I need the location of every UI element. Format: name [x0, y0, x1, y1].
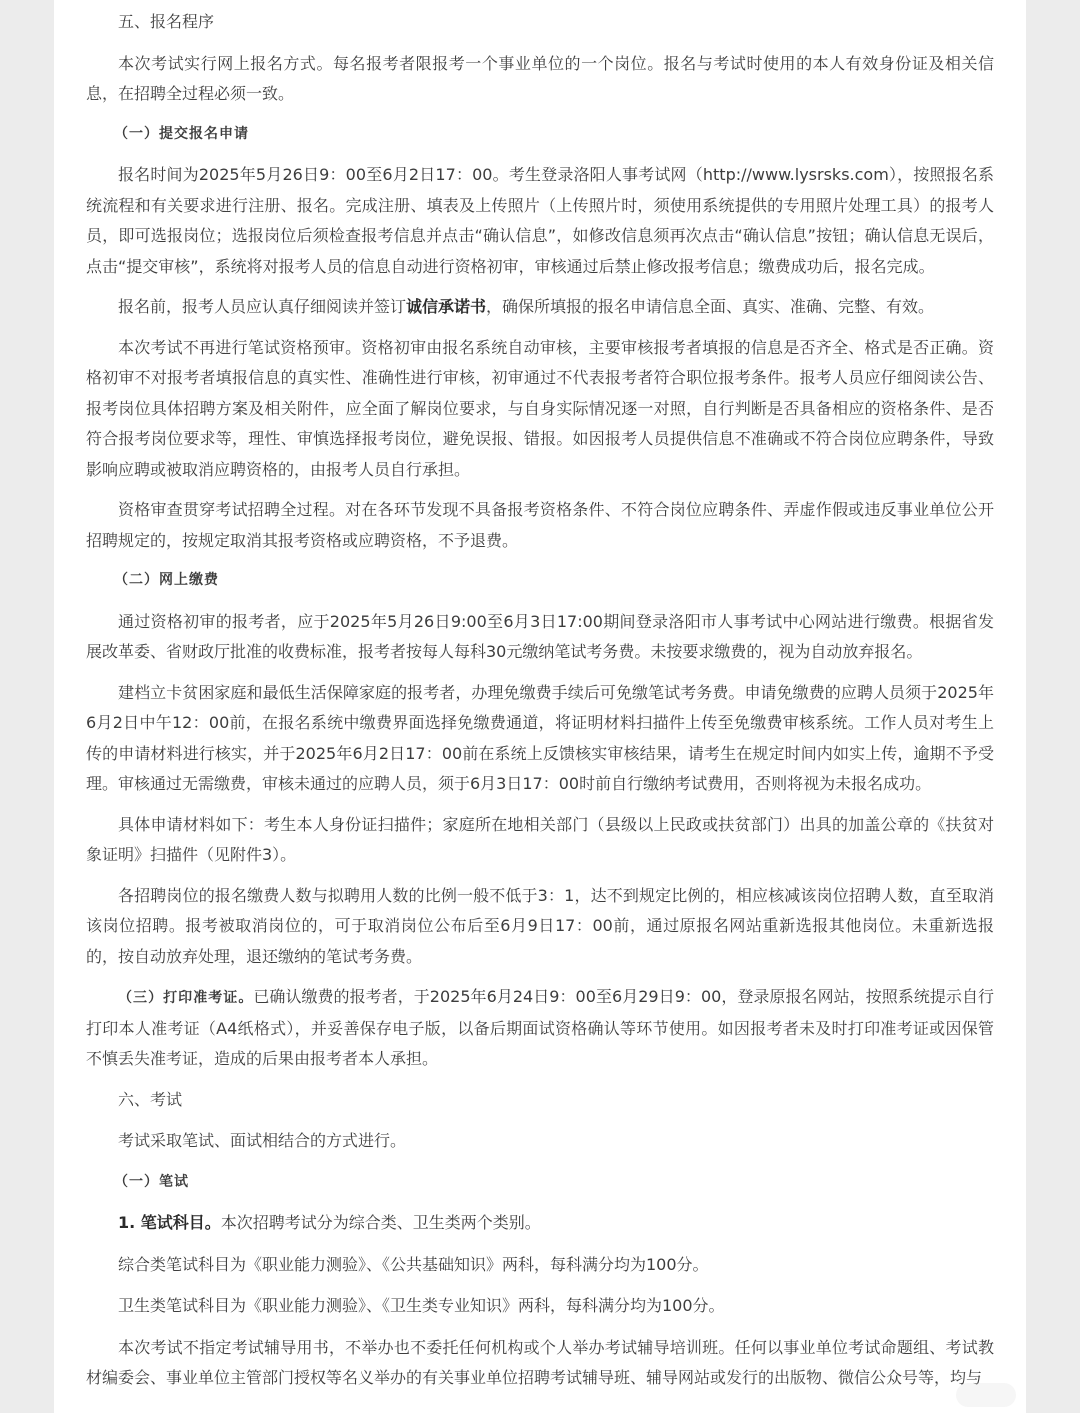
integrity-text-after: ，确保所填报的报名申请信息全面、真实、准确、完整、有效。: [486, 297, 935, 316]
exam-subjects-label: 1. 笔试科目。: [118, 1213, 221, 1232]
integrity-text-before: 报名前，报考人员应认真仔细阅读并签订: [118, 297, 407, 316]
fee-exemption-paragraph: 建档立卡贫困家庭和最低生活保障家庭的报考者，办理免缴费手续后可免缴笔试考务费。申请免缴费的应聘人员须于2025年6月2日中午12：00前，在报名系统中缴费界面选择免缴费通道，将证明材料扫描件上传至免缴费审核系统。工作人员对考生上传的申请材料进行核实，并于2025年6月2日17：00前在系统上反馈核实审核结果，请考生在规定时间内如实上传，逾期不予受理。审核通过无需缴费，审核未通过的应聘人员，须于6月3日17：00时前自行缴纳考试费用，否则将视为未报名成功。: [86, 682, 994, 793]
subsection-submit-application-heading: （一）提交报名申请: [114, 125, 249, 142]
admission-ticket-paragraph: [86, 982, 994, 1075]
integrity-commitment-paragraph: [86, 292, 994, 323]
watermark-badge: [956, 1383, 1016, 1407]
admission-ticket-text: 已确认缴费的报考者，于2025年6月24日9：00至6月29日9：00，登录原报名网站，按照系统提示自行打印本人准考证（A4纸格式），并妥善保存电子版，以备后期面试资格确认等环节使用。如因报考者未及时打印准考证或因保管不慎丢失准考证，造成的后果由报考者本人承担。: [86, 987, 994, 1068]
exam-subjects-paragraph: [86, 1208, 994, 1239]
comprehensive-subjects-paragraph: 综合类笔试科目为《职业能力测验》、《公共基础知识》两科，每科满分均为100分。: [118, 1254, 709, 1274]
section-6-intro: 考试采取笔试、面试相结合的方式进行。: [118, 1131, 407, 1150]
registration-time-paragraph: 报名时间为2025年5月26日9：00至6月2日17：00。考生登录洛阳人事考试网（http://www.lysrsks.com），按照报名系统流程和有关要求进行注册、报名。完成注册、填表及上传照片（上传照片时，须使用系统提供的专用照片处理工具）的报考人员，即可选报岗位；选报岗位后须检查报考信息并点击“确认信息”，如修改信息须再次点击“确认信息”按钮；确认信息无误后，点击“提交审核”，系统将对报考人员的信息自动进行资格初审，审核通过后禁止修改报考信息；缴费成功后，报名完成。: [86, 165, 994, 276]
subsection-print-ticket-heading: （三）打印准考证。: [118, 990, 254, 1006]
subsection-written-exam-heading: （一）笔试: [114, 1173, 189, 1190]
section-5-heading: 五、报名程序: [118, 12, 215, 31]
qualification-review-paragraph: 本次考试不再进行笔试资格预审。资格初审由报名系统自动审核，主要审核报考者填报的信息是否齐全、格式是否正确。资格初审不对报考者填报信息的真实性、准确性进行审核，初审通过不代表报考者符合职位报考条件。报考人员应仔细阅读公告、报考岗位具体招聘方案及相关附件，应全面了解岗位要求，与自身实际情况逐一对照，自行判断是否具备相应的资格条件、是否符合报考岗位要求等，理性、审慎选择报考岗位，避免误报、错报。如因报考人员提供信息不准确或不符合岗位应聘条件，导致影响应聘或被取消应聘资格的，由报考人员自行承担。: [86, 337, 994, 479]
section-5-intro: 本次考试实行网上报名方式。每名报考者限报考一个事业单位的一个岗位。报名与考试时使用的本人有效身份证及相关信息，在招聘全过程必须一致。: [86, 53, 994, 103]
application-materials-paragraph: 具体申请材料如下：考生本人身份证扫描件；家庭所在地相关部门（县级以上民政或扶贫部门）出具的加盖公章的《扶贫对象证明》扫描件（见附件3）。: [86, 814, 994, 864]
integrity-commitment-link[interactable]: 诚信承诺书: [406, 297, 487, 316]
health-subjects-paragraph: 卫生类笔试科目为《职业能力测验》、《卫生类专业知识》两科，每科满分均为100分。: [118, 1296, 725, 1315]
document-sheet: [54, 0, 1026, 1413]
exam-subjects-text: 本次招聘考试分为综合类、卫生类两个类别。: [220, 1213, 541, 1232]
section-6-heading: 六、考试: [118, 1089, 183, 1109]
document-content: [86, 0, 994, 1394]
payment-paragraph: 通过资格初审的报考者，应于2025年5月26日9:00至6月3日17:00期间登录洛阳市人事考试中心网站进行缴费。根据省发展改革委、省财政厅批准的收费标准，报考者按每人每科30元缴纳笔试考务费。未按要求缴费的，视为自动放弃报名。: [86, 611, 994, 661]
subsection-online-payment-heading: （二）网上缴费: [114, 572, 219, 588]
no-designated-books-paragraph: 本次考试不指定考试辅导用书，不举办也不委托任何机构或个人举办考试辅导培训班。任何以事业单位考试命题组、考试教材编委会、事业单位主管部门授权等名义举办的有关事业单位招聘考试辅导班、辅导网站或发行的出版物、微信公众号等，均与: [86, 1337, 994, 1387]
qualification-throughout-paragraph: 资格审查贯穿考试招聘全过程。对在各环节发现不具备报考资格条件、不符合岗位应聘条件、弄虚作假或违反事业单位公开招聘规定的，按规定取消其报考资格或应聘资格，不予退费。: [86, 500, 994, 550]
position-ratio-paragraph: 各招聘岗位的报名缴费人数与拟聘用人数的比例一般不低于3：1，达不到规定比例的，相应核减该岗位招聘人数，直至取消该岗位招聘。报考被取消岗位的，可于取消岗位公布后至6月9日17：00前，通过原报名网站重新选报其他岗位。未重新选报的，按自动放弃处理，退还缴纳的笔试考务费。: [86, 885, 994, 966]
